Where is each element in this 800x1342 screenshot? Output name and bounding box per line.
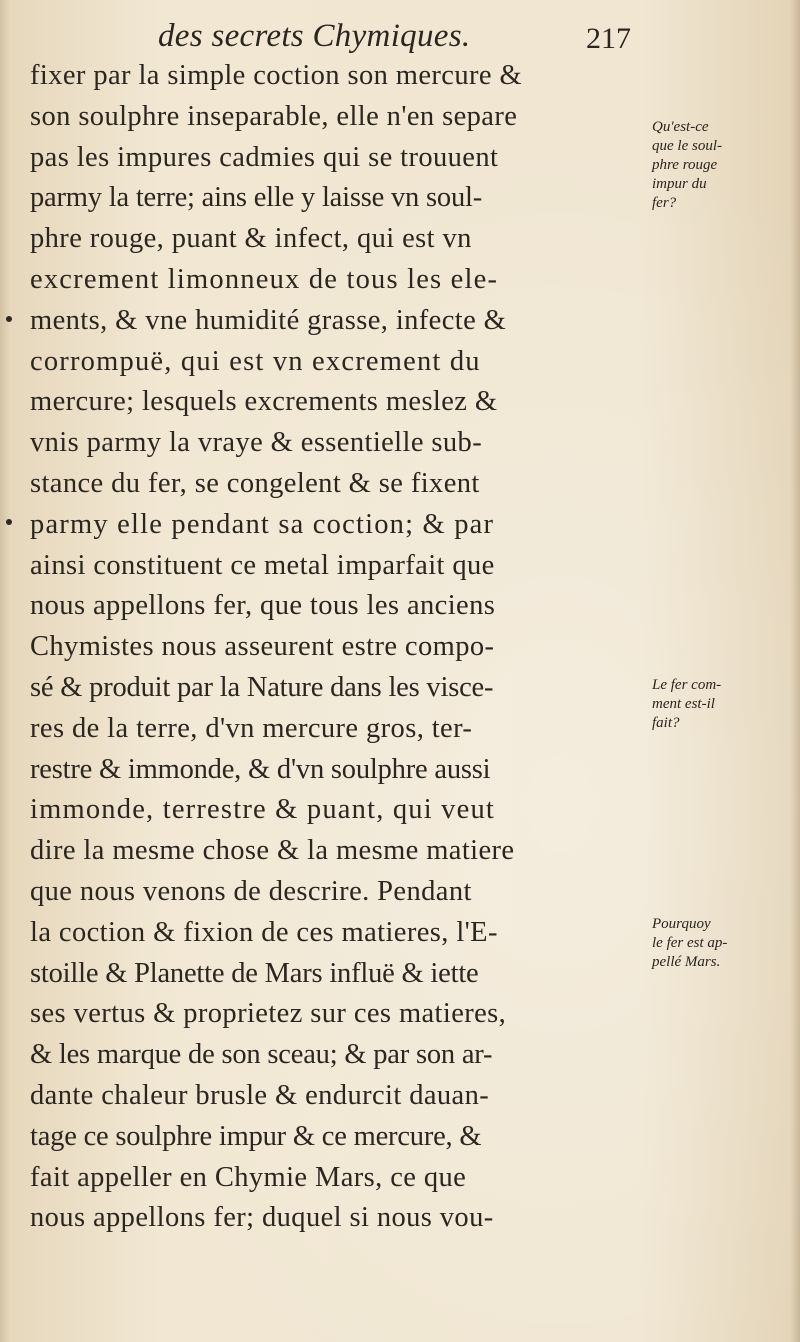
text-line: immonde, terrestre & puant, qui veut xyxy=(30,794,496,826)
left-page-edge-shade xyxy=(0,0,10,1342)
text-line: dante chaleur brusle & endurcit dauan- xyxy=(30,1079,490,1111)
margin-note-line: que le soul- xyxy=(652,138,722,154)
text-line: nous appellons fer, que tous les anciens xyxy=(30,590,496,622)
text-line: res de la terre, d'vn mercure gros, ter- xyxy=(30,712,473,744)
margin-note-soulphre xyxy=(652,118,800,213)
text-line: fixer par la simple coction son mercure & xyxy=(30,60,523,91)
margin-note-line: impur du xyxy=(652,176,707,192)
main-text-block xyxy=(30,56,650,1239)
text-line: sé & produit par la Nature dans les visce- xyxy=(30,671,494,703)
text-line: ainsi constituent ce metal imparfait que xyxy=(30,549,495,581)
margin-mark xyxy=(6,519,12,525)
text-line: mercure; lesquels excrements meslez & xyxy=(30,386,498,418)
text-line: excrement limonneux de tous les ele- xyxy=(30,263,499,295)
margin-note-line: le fer est ap- xyxy=(652,935,728,951)
text-line: la coction & fixion de ces matieres, l'E- xyxy=(30,916,498,948)
margin-note-line: pellé Mars. xyxy=(652,954,721,970)
text-line: nous appellons fer; duquel si nous vou- xyxy=(30,1202,494,1234)
margin-note-line: fer? xyxy=(652,195,677,211)
text-line: tage ce soulphre impur & ce mercure, & xyxy=(30,1120,482,1152)
text-line: son soulphre inseparable, elle n'en separe xyxy=(30,100,518,132)
margin-note-line: Qu'est-ce xyxy=(652,119,709,135)
text-line: que nous venons de descrire. Pendant xyxy=(30,875,472,907)
margin-note-line: Pourquoy xyxy=(652,916,711,932)
text-line: vnis parmy la vraye & essentielle sub- xyxy=(30,427,483,459)
running-head: des secrets Chymiques. xyxy=(158,18,471,54)
text-line: parmy la terre; ains elle y laisse vn soul- xyxy=(30,182,483,214)
text-line: ses vertus & proprietez sur ces matieres, xyxy=(30,998,507,1030)
margin-mark xyxy=(6,316,12,322)
text-line: phre rouge, puant & infect, qui est vn xyxy=(30,223,472,255)
margin-note-fer xyxy=(652,676,800,733)
text-line: restre & immonde, & d'vn soulphre aussi xyxy=(30,753,491,785)
margin-note-line: ment est-il xyxy=(652,696,715,712)
text-line: pas les impures cadmies qui se trouuent xyxy=(30,141,499,173)
text-line: parmy elle pendant sa coction; & par xyxy=(30,508,495,540)
text-line: fait appeller en Chymie Mars, ce que xyxy=(30,1161,467,1193)
page-number: 217 xyxy=(586,22,631,55)
margin-note-line: fait? xyxy=(652,715,680,731)
text-line: corrompuë, qui est vn excrement du xyxy=(30,345,481,377)
text-line: stance du fer, se congelent & se fixent xyxy=(30,467,480,499)
margin-note-line: Le fer com- xyxy=(652,677,722,693)
text-line: stoille & Planette de Mars influë & iette xyxy=(30,957,479,989)
margin-note-mars xyxy=(652,915,800,972)
text-line: Chymistes nous asseurent estre compo- xyxy=(30,631,495,663)
text-line: dire la mesme chose & la mesme matiere xyxy=(30,835,515,867)
margin-note-line: phre rouge xyxy=(652,157,718,173)
text-line: & les marque de son sceau; & par son ar- xyxy=(30,1039,493,1071)
text-line: ments, & vne humidité grasse, infecte & xyxy=(30,304,507,336)
